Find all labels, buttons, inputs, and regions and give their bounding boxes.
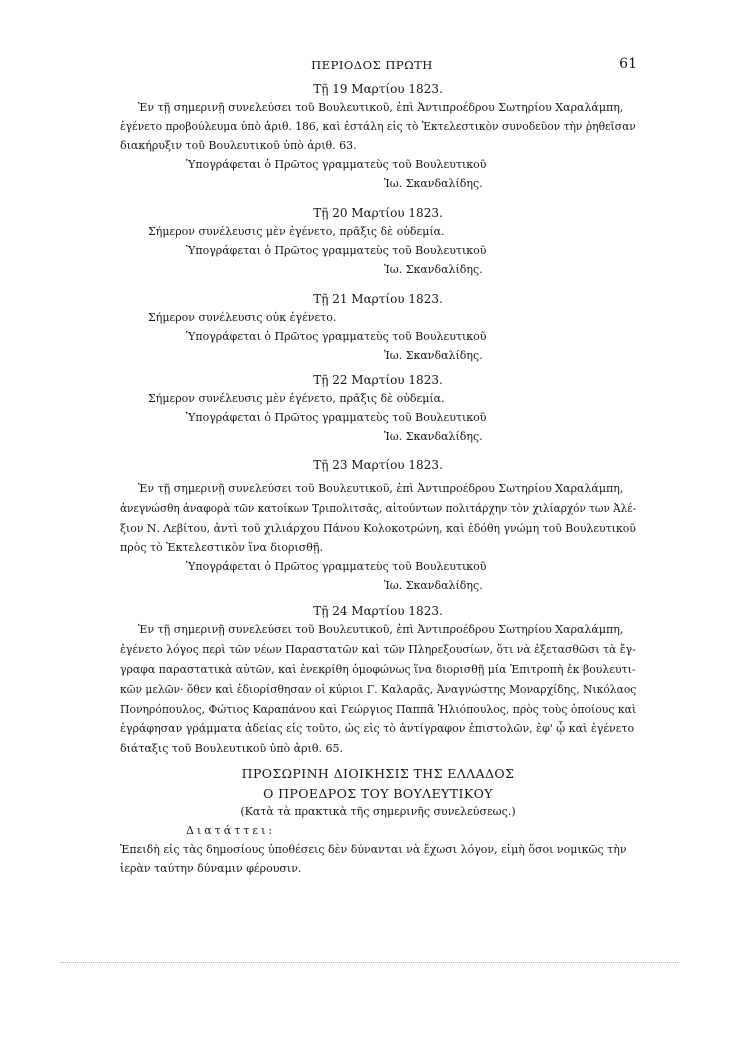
entry-text-line: ξιον Ν. Λεβίτου, ἀντὶ τοῦ χιλιάρχου Πάνου Κολοκοτρώνη, καὶ ἐδόθη γνώμη τοῦ Βουλευτικοῦ xyxy=(120,522,636,535)
decree-text-line: ἱερὰν ταύτην δύναμιν φέρουσιν. xyxy=(120,862,302,875)
entry-text-line: ἐγένετο λόγος περὶ τῶν νέων Παραστατῶν καὶ τῶν Πληρεξουσίων, ὅτι νὰ ἐξετασθῶσι τὰ ἔγ- xyxy=(120,643,636,656)
signer-name: Ἰω. Σκανδαλίδης. xyxy=(384,579,483,592)
signature-line: Ὑπογράφεται ὁ Πρῶτος γραμματεὺς τοῦ Βουλευτικοῦ xyxy=(186,411,487,424)
entry-date: Τῇ 22 Μαρτίου 1823. xyxy=(313,373,443,387)
signer-name: Ἰω. Σκανδαλίδης. xyxy=(384,349,483,362)
entry-text-line: Σήμερον συνέλευσις οὐκ ἐγένετο. xyxy=(148,311,337,324)
entry-date: Τῇ 24 Μαρτίου 1823. xyxy=(313,604,443,618)
entry-text-line: ἐγράφησαν γράμματα ἀδείας εἰς τοῦτο, ὡς εἰς τὸ ἀντίγραφον ἐπιστολῶν, ἐφ' ᾧ καὶ ἐγένετο xyxy=(120,722,635,735)
signature-line: Ὑπογράφεται ὁ Πρῶτος γραμματεὺς τοῦ Βουλευτικοῦ xyxy=(186,560,487,573)
entry-text-line: Σήμερον συνέλευσις μὲν ἐγένετο, πρᾶξις δὲ οὐδεμία. xyxy=(148,225,445,238)
entry-text-line: ἀνεγνώσθη ἀναφορὰ τῶν κατοίκων Τριπολιτσᾶς, αἰτούντων πολιτάρχην τὸν χιλίαρχόν των Ἀλέ- xyxy=(120,502,637,515)
decree-heading: ΠΡΟΣΩΡΙΝΗ ΔΙΟΙΚΗΣΙΣ ΤΗΣ ΕΛΛΑΔΟΣ xyxy=(241,766,515,781)
entry-text-line: κῶν μελῶν· ὅθεν καὶ ἐδιορίσθησαν οἱ κύριοι Γ. Καλαρᾶς, Ἀναγνώστης Μοναρχίδης, Νικόλαος xyxy=(120,683,637,696)
entry-text-line: πρὸς τὸ Ἐκτελεστικὸν ἵνα διορισθῇ. xyxy=(120,541,323,554)
entry-text-line: Πονηρόπουλος, Φώτιος Καραπάνου καὶ Γεώργιος Παππᾶ Ἠλιόπουλος, πρὸς τοὺς ὁποίους καὶ xyxy=(120,703,637,716)
scan-artifact-line xyxy=(60,962,680,965)
entry-text-line: διακήρυξιν τοῦ Βουλευτικοῦ ὑπὸ ἀριθ. 63. xyxy=(120,139,357,152)
signature-line: Ὑπογράφεται ὁ Πρῶτος γραμματεὺς τοῦ Βουλευτικοῦ xyxy=(186,244,487,257)
decree-note: (Κατὰ τὰ πρακτικὰ τῆς σημερινῆς συνελεύσεως.) xyxy=(240,805,516,818)
decree-ordains: Διατάττει: xyxy=(186,824,276,837)
entry-text-line: ἐγένετο προβούλευμα ὑπὸ ἀριθ. 186, καὶ ἐστάλη εἰς τὸ Ἐκτελεστικὸν συνοδεῦον τὴν ῥηθεῖσαν xyxy=(120,120,636,133)
decree-text-line: Ἐπειδὴ εἰς τὰς δημοσίους ὑποθέσεις δὲν δύνανται νὰ ἔχωσι λόγον, εἰμὴ ὅσοι νομικῶς τὴν xyxy=(120,843,627,856)
entry-text-line: Σήμερον συνέλευσις μὲν ἐγένετο, πρᾶξις δὲ οὐδεμία. xyxy=(148,392,445,405)
signer-name: Ἰω. Σκανδαλίδης. xyxy=(384,177,483,190)
entry-text-line: Ἐν τῇ σημερινῇ συνελεύσει τοῦ Βουλευτικοῦ, ἐπὶ Ἀντιπροέδρου Σωτηρίου Χαραλάμπη, xyxy=(138,482,624,495)
running-header: ΠΕΡΙΟΔΟΣ ΠΡΩΤΗ xyxy=(311,58,433,72)
entry-date: Τῇ 23 Μαρτίου 1823. xyxy=(313,458,443,472)
entry-text-line: διάταξις τοῦ Βουλευτικοῦ ὑπὸ ἀριθ. 65. xyxy=(120,742,343,755)
entry-date: Τῇ 19 Μαρτίου 1823. xyxy=(313,82,443,96)
page-number: 61 xyxy=(619,56,637,72)
decree-subheading: Ο ΠΡΟΕΔΡΟΣ ΤΟΥ ΒΟΥΛΕΥΤΙΚΟΥ xyxy=(263,786,493,801)
signature-line: Ὑπογράφεται ὁ Πρῶτος γραμματεὺς τοῦ Βουλευτικοῦ xyxy=(186,330,487,343)
entry-text-line: Ἐν τῇ σημερινῇ συνελεύσει τοῦ Βουλευτικοῦ, ἐπὶ Ἀντιπροέδρου Σωτηρίου Χαραλάμπη, xyxy=(138,101,624,114)
entry-text-line: γραφα παραστατικὰ αὐτῶν, καὶ ἐνεκρίθη ὁμοφώνως ἵνα διορισθῇ μία Ἐπιτροπὴ ἐκ βουλευτι- xyxy=(120,663,636,676)
signer-name: Ἰω. Σκανδαλίδης. xyxy=(384,430,483,443)
signer-name: Ἰω. Σκανδαλίδης. xyxy=(384,263,483,276)
entry-date: Τῇ 20 Μαρτίου 1823. xyxy=(313,206,443,220)
signature-line: Ὑπογράφεται ὁ Πρῶτος γραμματεὺς τοῦ Βουλευτικοῦ xyxy=(186,158,487,171)
entry-date: Τῇ 21 Μαρτίου 1823. xyxy=(313,292,443,306)
entry-text-line: Ἐν τῇ σημερινῇ συνελεύσει τοῦ Βουλευτικοῦ, ἐπὶ Ἀντιπροέδρου Σωτηρίου Χαραλάμπη, xyxy=(138,623,624,636)
